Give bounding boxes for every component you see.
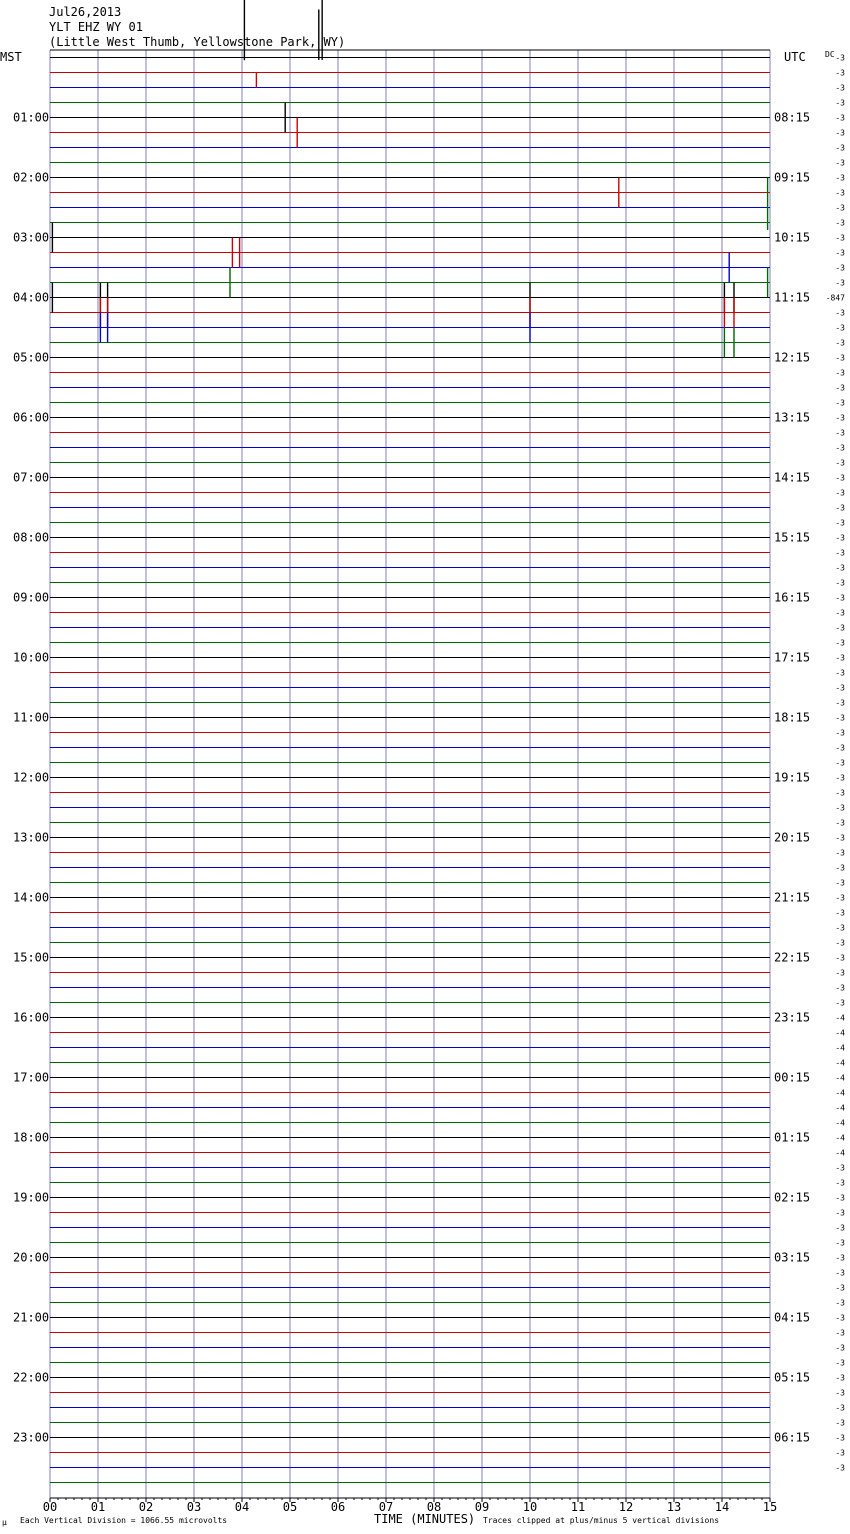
dc-offset-label: -3 (835, 893, 845, 903)
utc-hour-label: 00:15 (774, 1070, 811, 1085)
x-axis-title: TIME (MINUTES) (374, 1512, 476, 1526)
dc-offset-label: -3 (835, 383, 845, 393)
dc-offset-label: -3 (835, 1298, 845, 1308)
dc-offset-label: -3 (835, 188, 845, 198)
dc-offset-label: -3 (835, 953, 845, 963)
dc-offset-label: -4 (835, 1118, 845, 1128)
dc-offset-label: -3 (835, 443, 845, 453)
dc-offset-label: -3 (835, 1313, 845, 1323)
dc-offset-label: -3 (835, 788, 845, 798)
dc-offset-label: -3 (835, 818, 845, 828)
dc-offset-label: -3 (835, 83, 845, 93)
x-tick-label: 12 (618, 1500, 634, 1514)
dc-offset-label: -3 (835, 218, 845, 228)
mst-hour-label: 06:00 (13, 410, 50, 425)
dc-offset-label: -3 (835, 1463, 845, 1473)
left-timezone-label: MST (0, 50, 22, 64)
dc-offset-label: -3 (835, 1373, 845, 1383)
dc-offset-label: -3 (835, 638, 845, 648)
utc-hour-labels (774, 111, 810, 1445)
mst-hour-label: 16:00 (13, 1010, 50, 1025)
mst-hour-label: 13:00 (13, 830, 50, 845)
dc-header-label: DC (825, 50, 835, 59)
dc-offset-label: -4 (835, 1043, 845, 1053)
x-tick-label: 04 (234, 1500, 250, 1514)
dc-offset-label: -3 (835, 518, 845, 528)
utc-hour-label: 09:15 (774, 170, 811, 185)
mst-hour-labels (13, 111, 49, 1445)
dc-offset-label: -3 (835, 1238, 845, 1248)
dc-offset-label: -3 (835, 98, 845, 108)
dc-offset-label: -3 (835, 773, 845, 783)
dc-offset-label: -3 (835, 743, 845, 753)
header-date: Jul26,2013 (49, 5, 122, 19)
dc-offset-label: -4 (835, 1058, 845, 1068)
dc-offset-label: -4 (835, 1028, 845, 1038)
dc-offset-label: -847 (825, 293, 845, 303)
utc-hour-label: 08:15 (774, 110, 811, 125)
dc-offset-label: -3 (835, 563, 845, 573)
dc-offset-label: -3 (835, 413, 845, 423)
dc-offset-label: -3 (835, 998, 845, 1008)
x-tick-label: 00 (42, 1500, 58, 1514)
dc-offset-label: -3 (835, 1328, 845, 1338)
mst-hour-label: 03:00 (13, 230, 50, 245)
dc-offset-label: -3 (835, 143, 845, 153)
x-tick-label: 15 (762, 1500, 778, 1514)
dc-offset-label: -3 (835, 1358, 845, 1368)
clip-note: Traces clipped at plus/minus 5 vertical divisions (483, 1516, 720, 1525)
dc-offset-label: -3 (835, 503, 845, 513)
dc-offset-label: -3 (835, 698, 845, 708)
dc-offset-label: -3 (835, 833, 845, 843)
dc-offset-label: -3 (835, 428, 845, 438)
utc-hour-label: 22:15 (774, 950, 811, 965)
mst-hour-label: 12:00 (13, 770, 50, 785)
dc-offset-label: -3 (835, 353, 845, 363)
dc-offset-label: -3 (835, 248, 845, 258)
dc-offset-label: -3 (835, 848, 845, 858)
dc-offset-label: -3 (835, 923, 845, 933)
mst-hour-label: 14:00 (13, 890, 50, 905)
x-tick-label: 06 (330, 1500, 346, 1514)
dc-offset-label: -3 (835, 368, 845, 378)
dc-offset-label: -3 (835, 1433, 845, 1443)
x-tick-label: 09 (474, 1500, 490, 1514)
dc-offset-label: -3 (835, 608, 845, 618)
mst-hour-label: 17:00 (13, 1070, 50, 1085)
utc-hour-label: 14:15 (774, 470, 811, 485)
mst-hour-label: 20:00 (13, 1250, 50, 1265)
utc-hour-label: 21:15 (774, 890, 811, 905)
utc-hour-label: 13:15 (774, 410, 811, 425)
dc-offset-label: -3 (835, 533, 845, 543)
utc-hour-label: 11:15 (774, 290, 811, 305)
dc-offset-label: -3 (835, 308, 845, 318)
dc-offset-label: -4 (835, 1148, 845, 1158)
x-tick-label: 14 (714, 1500, 730, 1514)
x-tick-label: 11 (570, 1500, 586, 1514)
dc-offset-label: -3 (835, 1268, 845, 1278)
dc-offset-label: -3 (835, 938, 845, 948)
dc-offset-label: -3 (835, 473, 845, 483)
mst-hour-label: 11:00 (13, 710, 50, 725)
dc-offset-label: -3 (835, 338, 845, 348)
mst-hour-label: 08:00 (13, 530, 50, 545)
x-tick-label: 08 (426, 1500, 442, 1514)
utc-hour-label: 18:15 (774, 710, 811, 725)
utc-hour-label: 05:15 (774, 1370, 811, 1385)
dc-offset-label: -3 (835, 593, 845, 603)
utc-hour-label: 17:15 (774, 650, 811, 665)
dc-offset-label: -3 (835, 203, 845, 213)
mst-hour-label: 18:00 (13, 1130, 50, 1145)
corner-symbol: μ (2, 1518, 7, 1527)
dc-offset-label: -3 (835, 623, 845, 633)
right-timezone-label: UTC (784, 50, 806, 64)
dc-offset-label: -3 (835, 1283, 845, 1293)
utc-hour-label: 02:15 (774, 1190, 811, 1205)
dc-offset-label: -3 (835, 158, 845, 168)
dc-offset-label: -3 (835, 1223, 845, 1233)
mst-hour-label: 10:00 (13, 650, 50, 665)
dc-offset-label: -3 (835, 1208, 845, 1218)
header-station: YLT EHZ WY 01 (49, 20, 143, 34)
dc-offset-label: -3 (835, 488, 845, 498)
dc-offset-label: -3 (835, 878, 845, 888)
dc-offset-label: -4 (835, 1088, 845, 1098)
dc-offset-label: -3 (835, 803, 845, 813)
x-tick-label: 02 (138, 1500, 154, 1514)
utc-hour-label: 10:15 (774, 230, 811, 245)
mst-hour-label: 23:00 (13, 1430, 50, 1445)
utc-hour-label: 16:15 (774, 590, 811, 605)
dc-offset-label: -3 (835, 53, 845, 63)
mst-hour-label: 07:00 (13, 470, 50, 485)
x-tick-label: 07 (378, 1500, 394, 1514)
dc-offset-label: -3 (835, 233, 845, 243)
dc-offset-label: -3 (835, 113, 845, 123)
utc-hour-label: 04:15 (774, 1310, 811, 1325)
mst-hour-label: 09:00 (13, 590, 50, 605)
dc-offset-label: -3 (835, 173, 845, 183)
scale-note: Each Vertical Division = 1066.55 microvolts (20, 1516, 228, 1525)
dc-offset-label: -3 (835, 398, 845, 408)
trace-lines (50, 58, 770, 1483)
dc-offset-label: -3 (835, 323, 845, 333)
mst-hour-label: 05:00 (13, 350, 50, 365)
dc-offset-label: -3 (835, 728, 845, 738)
dc-offset-label: -3 (835, 983, 845, 993)
dc-offset-label: -3 (835, 1388, 845, 1398)
utc-hour-label: 15:15 (774, 530, 811, 545)
x-tick-label: 05 (282, 1500, 298, 1514)
dc-offset-label: -3 (835, 458, 845, 468)
dc-offset-label: -3 (835, 908, 845, 918)
dc-offset-label: -4 (835, 1103, 845, 1113)
dc-offset-label: -3 (835, 1403, 845, 1413)
mst-hour-label: 22:00 (13, 1370, 50, 1385)
mst-hour-label: 15:00 (13, 950, 50, 965)
utc-hour-label: 06:15 (774, 1430, 811, 1445)
dc-offset-label: -3 (835, 1163, 845, 1173)
dc-offset-label: -3 (835, 128, 845, 138)
mst-hour-label: 21:00 (13, 1310, 50, 1325)
dc-offset-label: -3 (835, 1448, 845, 1458)
dc-offset-label: -4 (835, 1073, 845, 1083)
utc-hour-label: 19:15 (774, 770, 811, 785)
dc-offset-label: -3 (835, 683, 845, 693)
dc-offset-label: -4 (835, 1013, 845, 1023)
dc-offset-label: -3 (835, 1193, 845, 1203)
dc-offset-label: -3 (835, 968, 845, 978)
x-tick-label: 01 (90, 1500, 106, 1514)
utc-hour-label: 20:15 (774, 830, 811, 845)
x-tick-label: 13 (666, 1500, 682, 1514)
mst-hour-label: 04:00 (13, 290, 50, 305)
dc-offset-label: -3 (835, 1253, 845, 1263)
mst-hour-label: 19:00 (13, 1190, 50, 1205)
utc-hour-label: 12:15 (774, 350, 811, 365)
dc-offset-label: -3 (835, 68, 845, 78)
dc-offset-labels (826, 54, 845, 1473)
dc-offset-label: -3 (835, 713, 845, 723)
utc-hour-label: 01:15 (774, 1130, 811, 1145)
dc-offset-label: -3 (835, 1343, 845, 1353)
event-marks (52, 0, 770, 358)
dc-offset-label: -3 (835, 578, 845, 588)
mst-hour-label: 01:00 (13, 110, 50, 125)
dc-offset-label: -3 (835, 863, 845, 873)
dc-offset-label: -4 (835, 1133, 845, 1143)
dc-offset-label: -3 (835, 1418, 845, 1428)
dc-offset-label: -3 (835, 263, 845, 273)
dc-offset-label: -3 (835, 758, 845, 768)
x-tick-label: 03 (186, 1500, 202, 1514)
dc-offset-label: -3 (835, 1178, 845, 1188)
utc-hour-label: 23:15 (774, 1010, 811, 1025)
utc-hour-label: 03:15 (774, 1250, 811, 1265)
dc-offset-label: -3 (835, 548, 845, 558)
header-location: (Little West Thumb, Yellowstone Park, WY) (49, 35, 346, 49)
dc-offset-label: -3 (835, 278, 845, 288)
mst-hour-label: 02:00 (13, 170, 50, 185)
dc-offset-label: -3 (835, 668, 845, 678)
dc-offset-label: -3 (835, 653, 845, 663)
x-tick-label: 10 (522, 1500, 538, 1514)
